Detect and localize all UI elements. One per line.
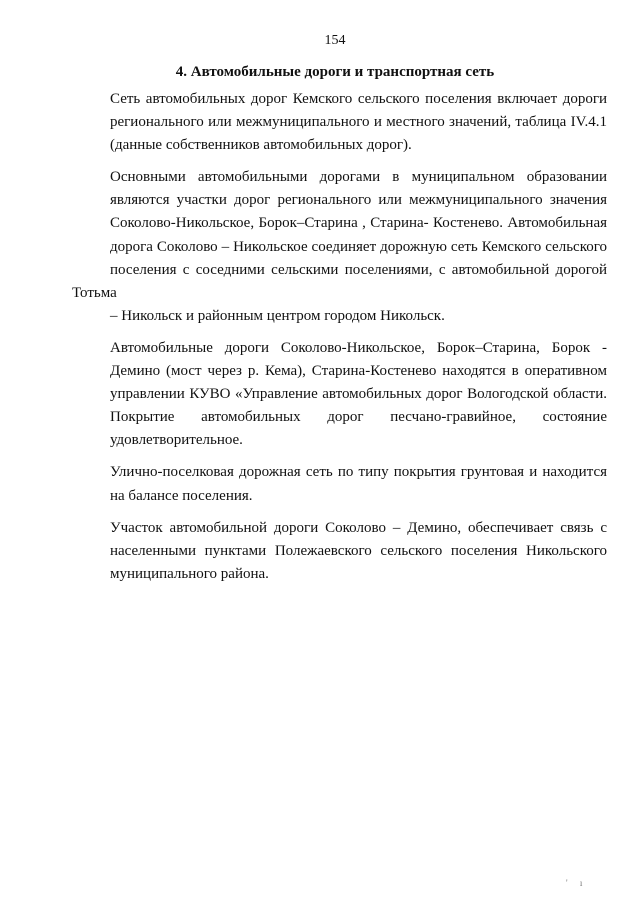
text-line: Демино (мост через р. Кема), Старина-Костенево находятся в оперативном: [110, 363, 607, 380]
text-line: (данные собственников автомобильных дорог).: [110, 137, 412, 154]
text-line: на балансе поселения.: [110, 487, 253, 504]
text-line: Улично-поселковая дорожная сеть по типу покрытия грунтовая и находится: [110, 464, 607, 481]
text-line: дорога Соколово – Никольское соединяет дорожную сеть Кемского сельского: [110, 238, 607, 255]
text-line: Покрытие автомобильных дорог песчано-гравийное, состояние: [110, 409, 607, 426]
paragraph-street-network: [72, 461, 607, 507]
text-line: поселения с соседними сельскими поселениями, с автомобильной дорогой Тотьма: [72, 261, 607, 301]
text-line: управлении КУВО «Управление автомобильных дорог Вологодской области.: [110, 386, 607, 403]
text-line: Основными автомобильными дорогами в муниципальном образовании: [110, 169, 607, 186]
page-number: 154: [324, 33, 346, 48]
text-line: удовлетворительное.: [110, 432, 243, 449]
document-body: [72, 88, 607, 595]
text-line: – Никольск и районным центром городом Никольск.: [110, 307, 445, 324]
text-line: Сеть автомобильных дорог Кемского сельского поселения включает дороги: [110, 91, 607, 107]
text-line: населенными пунктами Полежаевского сельского поселения Никольского: [110, 542, 607, 559]
text-line: муниципального района.: [110, 565, 269, 582]
paragraph-road-management: [72, 337, 607, 452]
text-line: Соколово-Никольское, Борок–Старина , Старина- Костенево. Автомобильная: [110, 215, 607, 232]
paragraph-road-section: [72, 517, 607, 586]
text-line: Участок автомобильной дороги Соколово – Демино, обеспечивает связь с: [110, 519, 607, 536]
paragraph-road-network: [72, 88, 607, 157]
text-line: являются участки дорог регионального или межмуниципального значения: [110, 192, 607, 209]
text-line: регионального или межмуниципального и местного значений, таблица IV.4.1: [110, 114, 607, 131]
scan-marks: ' ı: [566, 878, 588, 888]
paragraph-main-roads: [72, 166, 607, 328]
section-heading: 4. Автомобильные дороги и транспортная сеть: [175, 64, 495, 80]
text-line: Автомобильные дороги Соколово-Никольское, Борок–Старина, Борок -: [110, 339, 607, 356]
